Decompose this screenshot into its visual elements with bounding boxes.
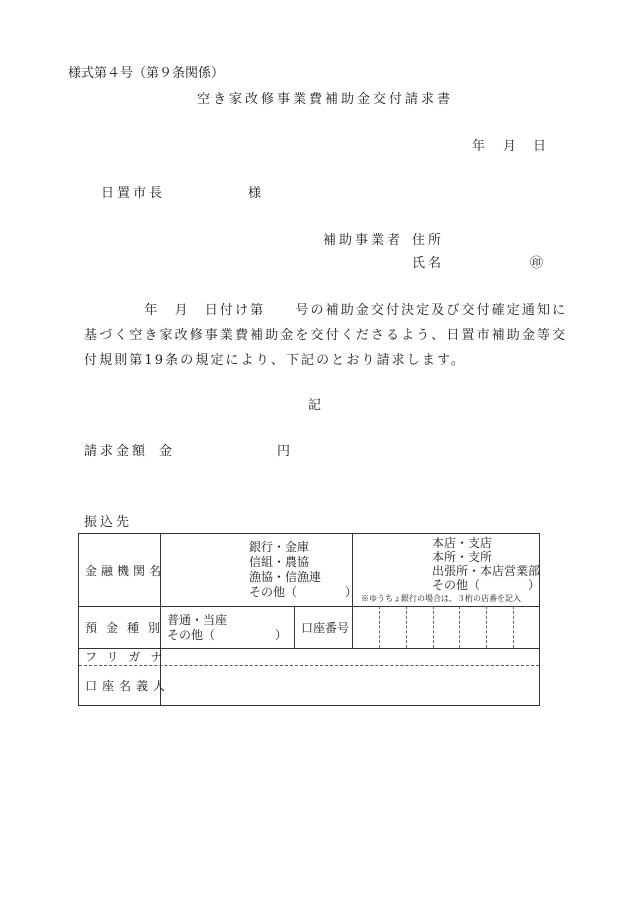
bank-account-table (78, 533, 540, 706)
branch-type-option: 本店・支店 (432, 536, 493, 550)
page-title: 空き家改修事業費補助金交付請求書 (197, 92, 454, 107)
deposit-type-label: 預金種別 (85, 621, 170, 635)
amount-prefix: 金 (159, 444, 173, 459)
seal-icon: ㊞ (530, 256, 544, 271)
deposit-type-option: その他（ ） (167, 628, 288, 642)
bank-type-option: 漁協・信漁連 (249, 570, 322, 584)
applicant-label: 補助事業者 (323, 233, 404, 248)
date-day: 日 (533, 139, 547, 154)
addressee-name: 日置市長 (101, 186, 166, 201)
furigana-label: フリガナ (85, 650, 173, 664)
body-line-2: 基づく空き家改修事業費補助金を交付くださるよう、日置市補助金等交 (84, 328, 568, 343)
furigana-field[interactable] (161, 649, 539, 665)
transfer-label: 振込先 (84, 515, 133, 530)
date-year: 年 (472, 139, 486, 154)
yucho-note: ※ゆうちょ銀行の場合は、３桁の店番を記入 (361, 594, 521, 603)
applicant-name-label: 氏名 (412, 256, 445, 271)
bank-type-option: 銀行・金庫 (249, 540, 310, 554)
deposit-type-option: 普通・当座 (167, 613, 228, 627)
date-month: 月 (503, 139, 517, 154)
bank-type-option: 信組・農協 (249, 555, 310, 569)
body-line-3: 付規則第19条の規定により、下記のとおり請求します。 (84, 353, 467, 368)
amount-label: 請求金額 (84, 444, 149, 459)
account-number-field[interactable] (353, 607, 539, 648)
addressee-honorific: 様 (248, 186, 262, 201)
ki-heading: 記 (308, 398, 322, 413)
account-holder-label: 口座名義人 (85, 679, 171, 693)
account-number-label: 口座番号 (301, 621, 350, 635)
bank-type-option: その他（ ） (249, 585, 358, 599)
branch-type-option: 本所・支所 (432, 550, 493, 564)
form-number: 様式第４号（第９条関係） (68, 66, 225, 81)
col-divider-account-label (294, 606, 295, 648)
body-line-1: 年 月 日付け第 号の補助金交付決定及び交付確定通知に (84, 303, 568, 318)
branch-type-option: その他（ ） (432, 578, 541, 592)
applicant-address-label: 住所 (412, 233, 445, 248)
branch-type-option: 出張所・本店営業部 (432, 564, 541, 578)
amount-unit: 円 (277, 444, 291, 459)
account-holder-field[interactable] (161, 666, 539, 705)
bank-name-label: 金融機関名 (85, 564, 166, 578)
